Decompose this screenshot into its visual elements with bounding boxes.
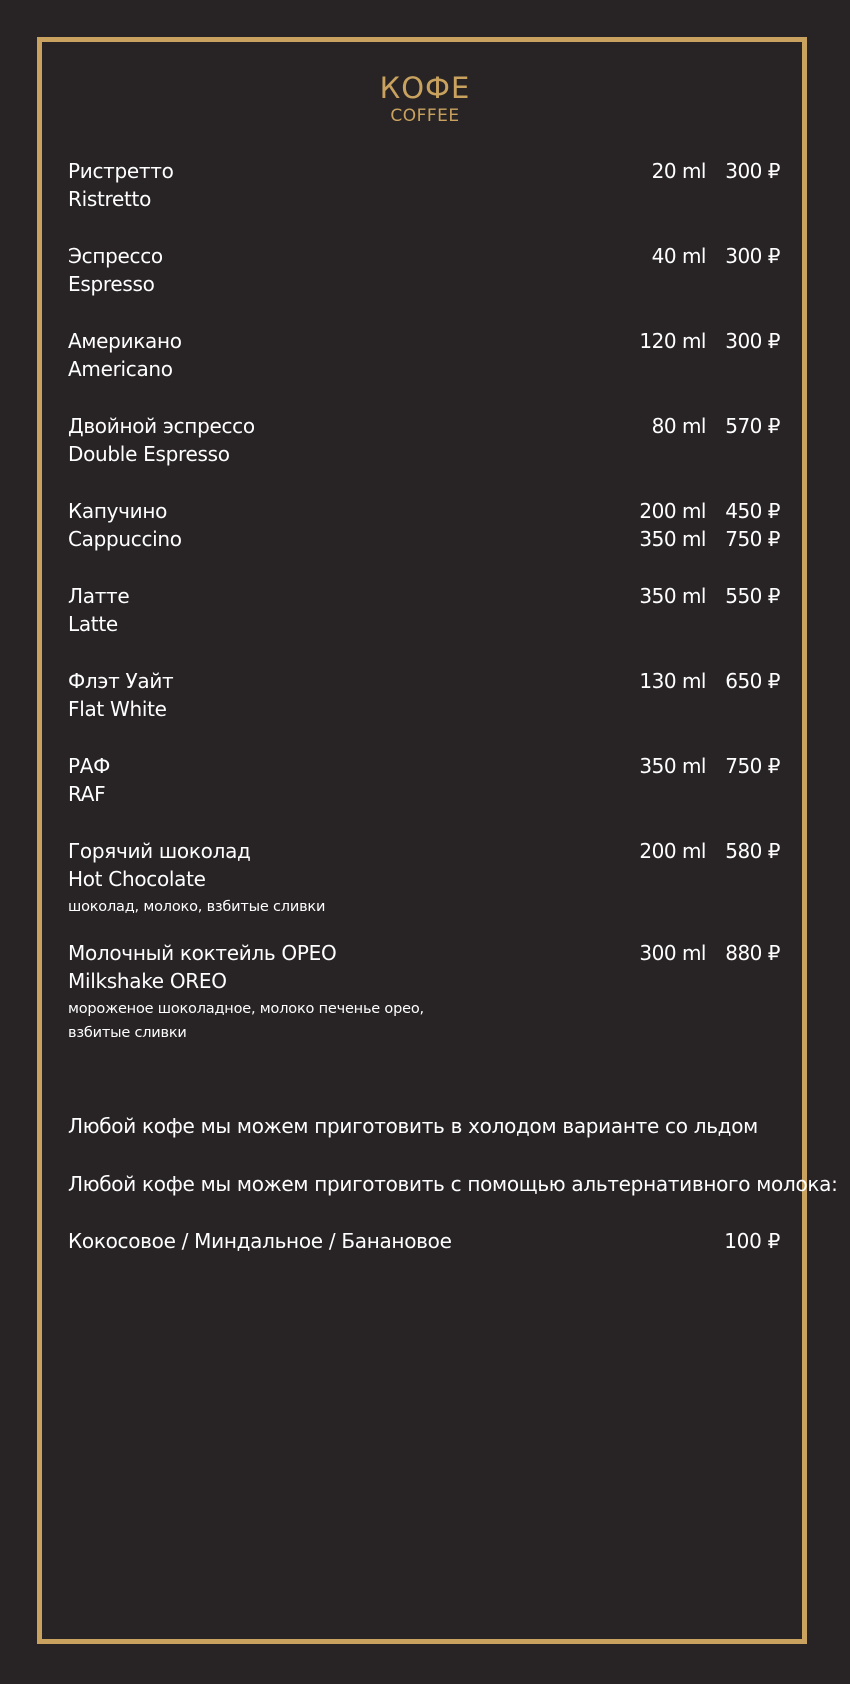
- price-row: [639, 752, 780, 780]
- item-description: мороженое шоколадное, молоко печенье орео, взбитые сливки: [68, 1001, 424, 1041]
- menu-item: [68, 667, 780, 723]
- milk-price: 100 ₽: [724, 1229, 780, 1253]
- item-volume: 40 ml: [651, 244, 706, 268]
- item-volume: 350 ml: [639, 584, 706, 608]
- item-name-en: Milkshake OREO: [68, 969, 227, 993]
- menu-item: [68, 412, 780, 468]
- item-name-en: Cappuccino: [68, 527, 182, 551]
- menu-title-ru: КОФЕ: [379, 71, 471, 105]
- price-row: [639, 497, 780, 525]
- item-name-en: Double Espresso: [68, 442, 230, 466]
- item-prices: [639, 667, 780, 695]
- item-name-ru: Эспрессо: [68, 244, 163, 268]
- item-price: 580 ₽: [725, 839, 780, 863]
- price-row: [639, 667, 780, 695]
- item-price: 880 ₽: [725, 941, 780, 965]
- menu-item: [68, 837, 780, 919]
- item-prices: [639, 582, 780, 610]
- item-price: 300 ₽: [725, 329, 780, 353]
- item-name-en: RAF: [68, 782, 106, 806]
- menu-item: [68, 497, 780, 553]
- price-row: [639, 525, 780, 553]
- item-volume: 300 ml: [639, 941, 706, 965]
- item-volume: 80 ml: [651, 414, 706, 438]
- item-name-en: Latte: [68, 612, 118, 636]
- menu-item: [68, 752, 780, 808]
- item-price: 750 ₽: [725, 527, 780, 551]
- item-volume: 120 ml: [639, 329, 706, 353]
- menu-item: [68, 939, 780, 1045]
- item-price: 550 ₽: [725, 584, 780, 608]
- item-name-ru: Двойной эспрессо: [68, 414, 255, 438]
- item-volume: 350 ml: [639, 527, 706, 551]
- item-price: 300 ₽: [725, 244, 780, 268]
- price-row: [639, 327, 780, 355]
- menu-item: [68, 582, 780, 638]
- price-row: [652, 157, 780, 185]
- item-name-en: Hot Chocolate: [68, 867, 206, 891]
- item-name-ru: Горячий шоколад: [68, 839, 251, 863]
- item-price: 750 ₽: [725, 754, 780, 778]
- item-name-ru: РАФ: [68, 754, 111, 778]
- item-prices: [652, 412, 780, 440]
- item-name-ru: Латте: [68, 584, 130, 608]
- menu-item: [68, 327, 780, 383]
- item-volume: 20 ml: [651, 159, 706, 183]
- iced-note: Любой кофе мы можем приготовить в холодом варианте со льдом: [68, 1114, 758, 1138]
- price-row: [652, 412, 780, 440]
- item-volume: 200 ml: [639, 499, 706, 523]
- price-row: [639, 582, 780, 610]
- price-row: [652, 242, 780, 270]
- item-name-ru: Флэт Уайт: [68, 669, 174, 693]
- item-volume: 130 ml: [639, 669, 706, 693]
- milk-options-row: [68, 1227, 780, 1255]
- item-prices: [639, 327, 780, 355]
- item-prices: [639, 939, 780, 967]
- item-prices: [639, 752, 780, 780]
- item-prices: [652, 157, 780, 185]
- milk-options: Кокосовое / Миндальное / Банановое: [68, 1229, 452, 1253]
- item-price: 650 ₽: [725, 669, 780, 693]
- menu-item: [68, 242, 780, 298]
- item-volume: 350 ml: [639, 754, 706, 778]
- item-name-en: Ristretto: [68, 187, 152, 211]
- alt-milk-note: Любой кофе мы можем приготовить с помощью альтернативного молока:: [68, 1172, 838, 1196]
- item-prices: [652, 242, 780, 270]
- item-name-en: Espresso: [68, 272, 155, 296]
- menu-item: [68, 157, 780, 213]
- item-price: 570 ₽: [725, 414, 780, 438]
- item-name-ru: Ристретто: [68, 159, 174, 183]
- item-description: шоколад, молоко, взбитые сливки: [68, 899, 326, 915]
- item-name-ru: Американо: [68, 329, 182, 353]
- item-prices: [639, 837, 780, 865]
- item-name-en: Americano: [68, 357, 173, 381]
- item-name-ru: Капучино: [68, 499, 168, 523]
- item-price: 450 ₽: [725, 499, 780, 523]
- item-name-en: Flat White: [68, 697, 167, 721]
- price-row: [639, 837, 780, 865]
- item-price: 300 ₽: [725, 159, 780, 183]
- item-volume: 200 ml: [639, 839, 706, 863]
- price-row: [639, 939, 780, 967]
- item-name-ru: Молочный коктейль ОРЕО: [68, 941, 337, 965]
- menu-title-en: COFFEE: [390, 106, 460, 126]
- item-prices: [639, 497, 780, 553]
